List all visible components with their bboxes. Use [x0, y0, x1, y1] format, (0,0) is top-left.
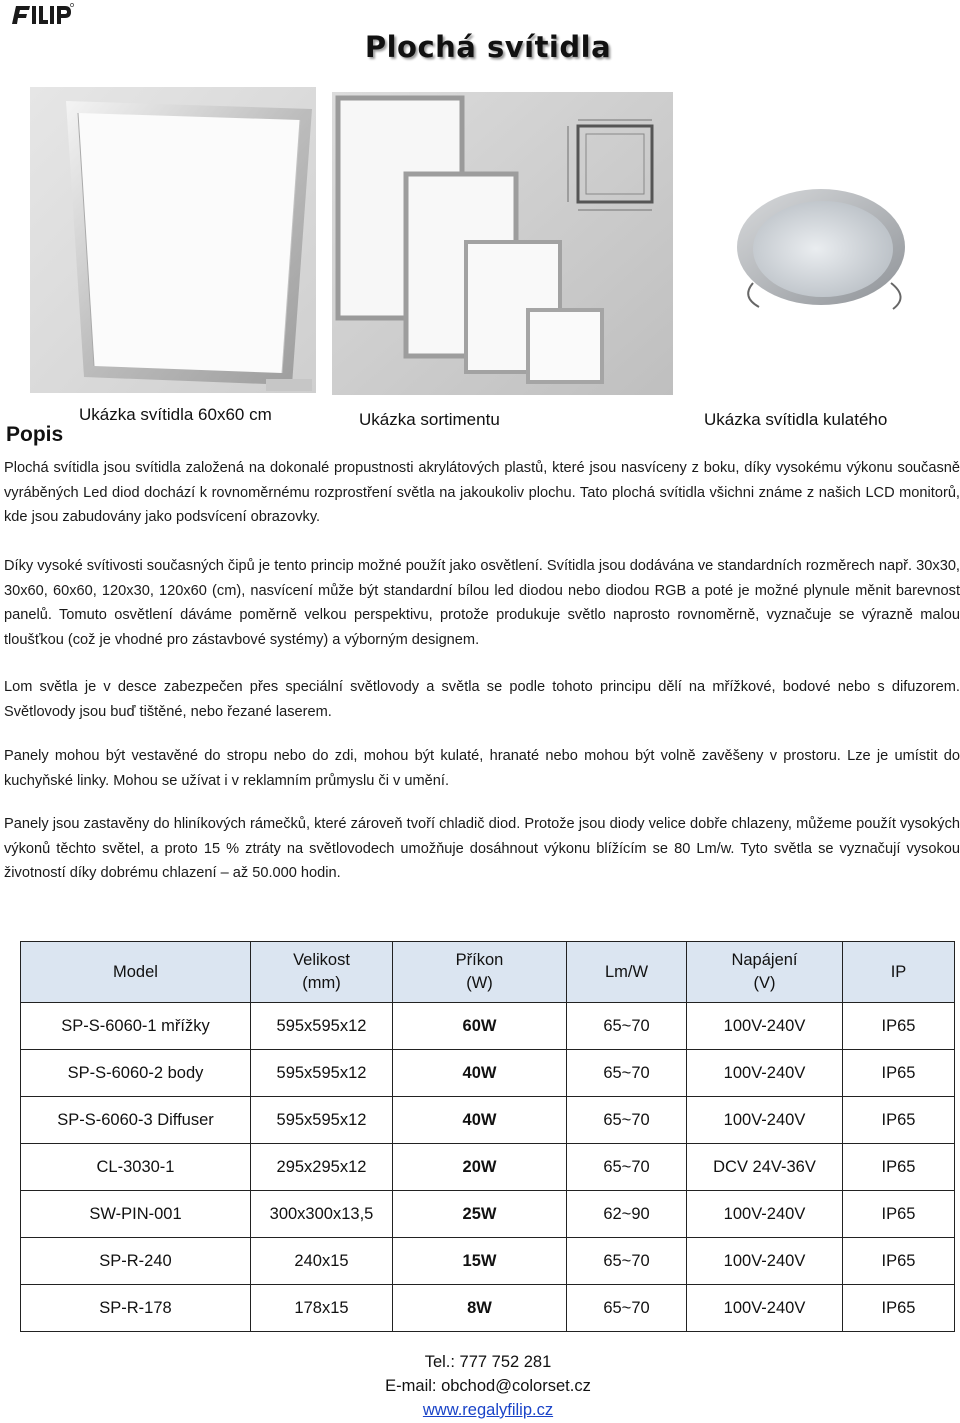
- cell-size: 295x295x12: [251, 1144, 393, 1191]
- cell-size: 240x15: [251, 1238, 393, 1285]
- header-size: Velikost (mm): [251, 942, 393, 1003]
- cell-model: SP-R-240: [21, 1238, 251, 1285]
- header-model: Model: [21, 942, 251, 1003]
- cell-voltage: 100V-240V: [687, 1050, 843, 1097]
- website-link[interactable]: www.regalyfilip.cz: [422, 1401, 554, 1419]
- cell-lumen: 65~70: [567, 1238, 687, 1285]
- cell-model: SP-S-6060-2 body: [21, 1050, 251, 1097]
- table-row: [21, 1191, 955, 1238]
- round-panel-photo: [733, 185, 913, 325]
- cell-voltage: 100V-240V: [687, 1238, 843, 1285]
- header-voltage: Napájení (V): [687, 942, 843, 1003]
- spec-table: [20, 941, 955, 1332]
- table-row: [21, 1285, 955, 1332]
- cell-model: SP-R-178: [21, 1285, 251, 1332]
- page-title: Plochá svítidla: [364, 30, 612, 64]
- caption-assortment: Ukázka sortimentu: [359, 410, 500, 429]
- paragraph-mounting: Panely mohou být vestavěné do stropu nebo do zdi, mohou být kulaté, hranaté nebo mohou být volně zavěšeny v prostoru. Lze je umístit do kuchyňské linky. Mohou se užívat i v reklamním průmyslu či v umění.: [4, 748, 960, 789]
- cell-lumen: 65~70: [567, 1050, 687, 1097]
- cell-lumen: 65~70: [567, 1285, 687, 1332]
- cell-lumen: 65~70: [567, 1144, 687, 1191]
- cell-model: SP-S-6060-1 mřížky: [21, 1003, 251, 1050]
- caption-round: Ukázka svítidla kulatého: [704, 410, 888, 429]
- cell-size: 595x595x12: [251, 1050, 393, 1097]
- table-row: [21, 1097, 955, 1144]
- cell-size: 595x595x12: [251, 1097, 393, 1144]
- cell-lumen: 65~70: [567, 1003, 687, 1050]
- cell-model: CL-3030-1: [21, 1144, 251, 1191]
- assortment-photo: [332, 92, 673, 395]
- header-lumen: Lm/W: [567, 942, 687, 1003]
- cell-ip: IP65: [843, 1238, 955, 1285]
- paragraph-intro: Plochá svítidla jsou svítidla založená na dokonalé propustnosti akrylátových plastů, které jsou nasvíceny z boku, díky vysokému výkonu současně vyráběných Led diod dochází k rovnoměrnému rozprostření světla na jakoukoliv plochu. Tato plochá svítidla všichni známe z našich LCD monitorů, kde jsou zabudovány jako podsvícení obrazovky.: [4, 460, 960, 525]
- cell-ip: IP65: [843, 1097, 955, 1144]
- cell-power: 40W: [393, 1050, 567, 1097]
- filip-logo-icon: [10, 2, 74, 28]
- table-header-row: [21, 942, 955, 1003]
- paragraph-frames: Panely jsou zastavěny do hliníkových rámečků, které zároveň tvoří chladič diod. Protože jsou diody velice dobře chlazeny, můžeme použít vysokých výkonů těchto světel, a proto 15 % ztráty na světlovodech umožňuje dosáhnout výkonu blížícím se 80 Lm/w. Tyto světla se vyznačují vysokou životností díky dobrému chlazení – až 50.000 hodin.: [4, 816, 960, 881]
- cell-voltage: 100V-240V: [687, 1003, 843, 1050]
- cell-size: 178x15: [251, 1285, 393, 1332]
- caption-panel-60x60: Ukázka svítidla 60x60 cm: [79, 405, 272, 424]
- cell-ip: IP65: [843, 1050, 955, 1097]
- email-text: E-mail: obchod@colorset.cz: [385, 1377, 591, 1395]
- cell-power: 25W: [393, 1191, 567, 1238]
- cell-voltage: 100V-240V: [687, 1285, 843, 1332]
- header-power: Příkon (W): [393, 942, 567, 1003]
- cell-size: 300x300x13,5: [251, 1191, 393, 1238]
- company-logo: [10, 2, 74, 33]
- cell-power: 40W: [393, 1097, 567, 1144]
- table-row: [21, 1238, 955, 1285]
- paragraph-light-guides: Lom světla je v desce zabezpečen přes speciální světlovody a světla se podle tohoto principu dělí na mřížkové, bodové nebo s difuzorem. Světlovody jsou buď tištěné, nebo řezané laserem.: [4, 679, 960, 720]
- cell-power: 8W: [393, 1285, 567, 1332]
- cell-model: SP-S-6060-3 Diffuser: [21, 1097, 251, 1144]
- table-row: [21, 1003, 955, 1050]
- cell-model: SW-PIN-001: [21, 1191, 251, 1238]
- cell-power: 20W: [393, 1144, 567, 1191]
- table-row: [21, 1144, 955, 1191]
- paragraph-usage: Díky vysoké svítivosti současných čipů je tento princip možné použít jako osvětlení. Svítidla jsou dodávána ve standardních rozměrech např. 30x30, 30x60, 60x60, 120x30, 120x60 (cm), nasvícení může být standardní bílou led diodou nebo diodou RGB a poté je možné plynule měnit barevnost panelů. Tomuto osvětlení dáváme poměrně velkou perspektivu, protože produkuje světlo naprosto rovnoměrně, vyznačuje se výrazně malou tloušťkou (což je vhodné pro zástavbové systémy) a výborným designem.: [4, 558, 960, 648]
- table-row: [21, 1050, 955, 1097]
- cell-ip: IP65: [843, 1191, 955, 1238]
- cell-lumen: 62~90: [567, 1191, 687, 1238]
- cell-lumen: 65~70: [567, 1097, 687, 1144]
- cell-ip: IP65: [843, 1003, 955, 1050]
- cell-ip: IP65: [843, 1144, 955, 1191]
- panel-60x60-photo: [30, 87, 316, 393]
- cell-voltage: DCV 24V-36V: [687, 1144, 843, 1191]
- phone-text: Tel.: 777 752 281: [424, 1353, 552, 1371]
- cell-power: 15W: [393, 1238, 567, 1285]
- cell-power: 60W: [393, 1003, 567, 1050]
- cell-voltage: 100V-240V: [687, 1097, 843, 1144]
- cell-voltage: 100V-240V: [687, 1191, 843, 1238]
- contact-footer: [0, 1350, 960, 1422]
- cell-ip: IP65: [843, 1285, 955, 1332]
- section-title: Popis: [6, 423, 64, 446]
- header-ip: IP: [843, 942, 955, 1003]
- cell-size: 595x595x12: [251, 1003, 393, 1050]
